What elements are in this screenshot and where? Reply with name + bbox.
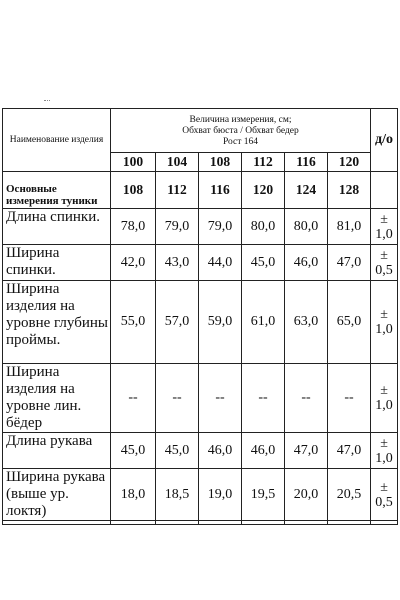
value-cell: 63,0 xyxy=(285,281,328,364)
value-cell: 43,0 xyxy=(156,245,199,281)
table-row xyxy=(3,469,398,521)
value-cell: 42,0 xyxy=(111,245,156,281)
cut-cell xyxy=(111,521,156,525)
header-name-cell xyxy=(3,109,111,172)
hip-size-cell: 108 xyxy=(111,172,156,209)
value-cell: 45,0 xyxy=(242,245,285,281)
header-name-label: Наименование изделия xyxy=(9,134,104,145)
tolerance-value: 0,5 xyxy=(375,262,393,278)
tolerance-cell xyxy=(371,364,398,433)
value-cell: 80,0 xyxy=(285,209,328,245)
size-table xyxy=(2,108,398,525)
table-row-cut xyxy=(3,521,398,525)
row-name: Длина рукава xyxy=(3,433,111,469)
value-cell: 45,0 xyxy=(111,433,156,469)
row-name: Ширина изделия на уровне лин. бёдер xyxy=(3,364,111,433)
cut-cell xyxy=(285,521,328,525)
hip-row-tolerance-blank xyxy=(371,172,398,209)
value-cell: 18,5 xyxy=(156,469,199,521)
cut-cell xyxy=(371,521,398,525)
header-tolerance-cell xyxy=(371,109,398,172)
cut-cell xyxy=(242,521,285,525)
hip-size-cell: 116 xyxy=(199,172,242,209)
value-cell: 79,0 xyxy=(199,209,242,245)
hip-size-cell: 128 xyxy=(328,172,371,209)
cut-cell xyxy=(328,521,371,525)
row-name: Длина спинки. xyxy=(3,209,111,245)
tolerance-value: 1,0 xyxy=(375,226,393,242)
tolerance-value: 1,0 xyxy=(375,322,393,337)
value-cell: -- xyxy=(242,364,285,433)
bust-size-cell: 108 xyxy=(199,153,242,172)
bust-size-cell: 116 xyxy=(285,153,328,172)
value-cell: -- xyxy=(199,364,242,433)
header-measure-line1: Величина измерения, см; xyxy=(189,115,292,125)
value-cell: 80,0 xyxy=(242,209,285,245)
value-cell: 78,0 xyxy=(111,209,156,245)
tolerance-value: 1,0 xyxy=(375,450,393,466)
header-tolerance-label: д/о xyxy=(375,132,394,147)
value-cell: -- xyxy=(285,364,328,433)
bust-size-cell: 120 xyxy=(328,153,371,172)
tolerance-sign: ± xyxy=(380,307,388,322)
cut-cell xyxy=(156,521,199,525)
value-cell: 18,0 xyxy=(111,469,156,521)
table-row xyxy=(3,433,398,469)
value-cell: 47,0 xyxy=(328,433,371,469)
value-cell: -- xyxy=(111,364,156,433)
hip-row-label: Основные измерения туники xyxy=(3,172,111,209)
value-cell: 20,5 xyxy=(328,469,371,521)
table-row xyxy=(3,364,398,433)
hip-size-cell: 120 xyxy=(242,172,285,209)
cut-cell xyxy=(199,521,242,525)
scan-speck xyxy=(44,100,50,103)
tolerance-cell xyxy=(371,433,398,469)
tolerance-sign: ± xyxy=(380,247,388,263)
value-cell: 55,0 xyxy=(111,281,156,364)
value-cell: 65,0 xyxy=(328,281,371,364)
value-cell: 46,0 xyxy=(285,245,328,281)
bust-size-cell: 104 xyxy=(156,153,199,172)
table-row xyxy=(3,245,398,281)
value-cell: 57,0 xyxy=(156,281,199,364)
tolerance-sign: ± xyxy=(380,383,388,398)
value-cell: 19,5 xyxy=(242,469,285,521)
bust-size-cell: 100 xyxy=(111,153,156,172)
tolerance-cell xyxy=(371,469,398,521)
tolerance-sign: ± xyxy=(380,211,388,227)
value-cell: 59,0 xyxy=(199,281,242,364)
value-cell: 19,0 xyxy=(199,469,242,521)
tolerance-cell xyxy=(371,245,398,281)
hip-size-cell: 124 xyxy=(285,172,328,209)
header-measure-line2: Обхват бюста / Обхват бедер xyxy=(182,126,299,136)
value-cell: 47,0 xyxy=(285,433,328,469)
value-cell: 46,0 xyxy=(242,433,285,469)
row-name: Ширина рукава (выше ур. локтя) xyxy=(3,469,111,521)
value-cell: 47,0 xyxy=(328,245,371,281)
tolerance-sign: ± xyxy=(380,435,388,451)
value-cell: 61,0 xyxy=(242,281,285,364)
table-row xyxy=(3,209,398,245)
tolerance-sign: ± xyxy=(380,479,388,495)
tolerance-cell xyxy=(371,209,398,245)
row-name: Ширина спинки. xyxy=(3,245,111,281)
value-cell: -- xyxy=(328,364,371,433)
table-row xyxy=(3,281,398,364)
tolerance-value: 1,0 xyxy=(375,398,393,413)
value-cell: -- xyxy=(156,364,199,433)
cut-cell xyxy=(3,521,111,525)
bust-size-cell: 112 xyxy=(242,153,285,172)
value-cell: 44,0 xyxy=(199,245,242,281)
header-measure-line3: Рост 164 xyxy=(223,137,259,147)
value-cell: 81,0 xyxy=(328,209,371,245)
value-cell: 45,0 xyxy=(156,433,199,469)
value-cell: 79,0 xyxy=(156,209,199,245)
row-name: Ширина изделия на уровне глубины проймы. xyxy=(3,281,111,364)
value-cell: 20,0 xyxy=(285,469,328,521)
hip-size-cell: 112 xyxy=(156,172,199,209)
tolerance-value: 0,5 xyxy=(375,494,393,510)
header-measure-cell xyxy=(111,109,371,153)
value-cell: 46,0 xyxy=(199,433,242,469)
tolerance-cell xyxy=(371,281,398,364)
